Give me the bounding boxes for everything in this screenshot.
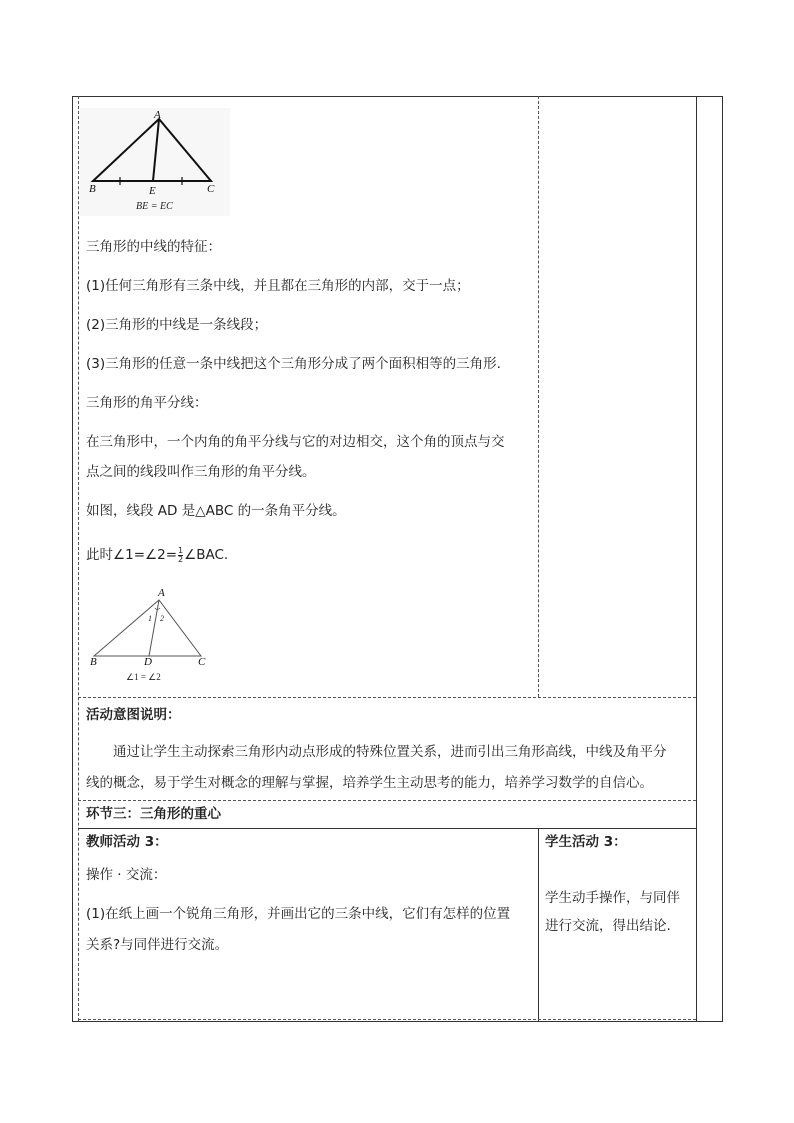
median-triangle-figure (80, 108, 230, 216)
intent-line-1: 通过让学生主动探索三角形内动点形成的特殊位置关系，进而引出三角形高线，中线及角平分 (113, 744, 667, 760)
bisector-example: 如图，线段 AD 是△ABC 的一条角平分线。 (86, 503, 346, 519)
teacher-activity-3-subtitle: 操作 · 交流： (86, 867, 167, 883)
bisector-title: 三角形的角平分线： (86, 395, 208, 411)
angle-bisector-triangle-figure (84, 586, 214, 686)
fraction-denominator: 2 (178, 554, 184, 564)
vertex-label-c: C (198, 656, 206, 668)
row-divider-intent (78, 697, 696, 698)
median-features-title: 三角形的中线的特征： (86, 239, 221, 255)
vertex-label-a: A (154, 109, 161, 121)
half-fraction (178, 547, 183, 564)
column-divider-top (538, 96, 539, 697)
fraction-numerator: 1 (178, 545, 184, 555)
inner-right-border (696, 96, 697, 1021)
student-activity-3-title: 学生活动 3： (545, 834, 627, 850)
formula-suffix: ∠BAC. (184, 547, 229, 563)
inner-left-border (78, 96, 79, 1021)
table-right-border (722, 96, 723, 1021)
vertex-label-b: B (89, 183, 96, 195)
intent-line-2: 线的概念，易于学生对概念的理解与掌握，培养学生主动思考的能力，培养学习数学的自信心。 (86, 775, 653, 791)
bisector-definition-line-1: 在三角形中，一个内角的角平分线与它的对边相交，这个角的顶点与交 (86, 434, 505, 450)
section-3-title-text: 环节三：三角形的重心 (86, 806, 221, 822)
median-feature-item-3: (3)三角形的任意一条中线把这个三角形分成了两个面积相等的三角形. (86, 356, 501, 372)
column-divider-bottom (538, 828, 539, 1021)
vertex-label-b: B (90, 656, 97, 668)
bisector-formula (86, 546, 228, 564)
vertex-label-e: E (149, 185, 156, 197)
row-divider-activity3 (78, 828, 696, 829)
formula-prefix: 此时∠1=∠2= (86, 547, 178, 563)
table-bottom-border (72, 1021, 723, 1022)
intent-title: 活动意图说明： (86, 707, 181, 723)
median-feature-item-2: (2)三角形的中线是一条线段； (86, 317, 268, 333)
teacher-activity-3-line-2: 关系?与同伴进行交流。 (86, 937, 229, 953)
angle-label-2: 2 (160, 614, 164, 623)
row-divider-section3 (78, 800, 696, 801)
vertex-label-c: C (207, 183, 215, 195)
bisector-definition-line-2: 点之间的线段叫作三角形的角平分线。 (86, 464, 316, 480)
figure-caption: ∠1 = ∠2 (126, 672, 161, 682)
student-activity-3-line-2: 进行交流，得出结论. (545, 918, 671, 934)
teacher-activity-3-line-1: (1)在纸上画一个锐角三角形，并画出它的三条中线，它们有怎样的位置 (86, 906, 511, 922)
angle-label-1: 1 (148, 614, 152, 623)
table-left-border (72, 96, 73, 1021)
table-bottom-dashed (78, 1019, 696, 1020)
vertex-label-d: D (144, 656, 152, 668)
student-activity-3-line-1: 学生动手操作，与同伴 (545, 890, 680, 906)
teacher-activity-3-title: 教师活动 3： (86, 834, 168, 850)
table-top-border (72, 96, 723, 97)
figure-caption: BE = EC (136, 201, 173, 212)
median-feature-item-1: (1)任何三角形有三条中线，并且都在三角形的内部，交于一点； (86, 278, 470, 294)
vertex-label-a: A (158, 587, 165, 599)
section-3-title (86, 805, 221, 823)
